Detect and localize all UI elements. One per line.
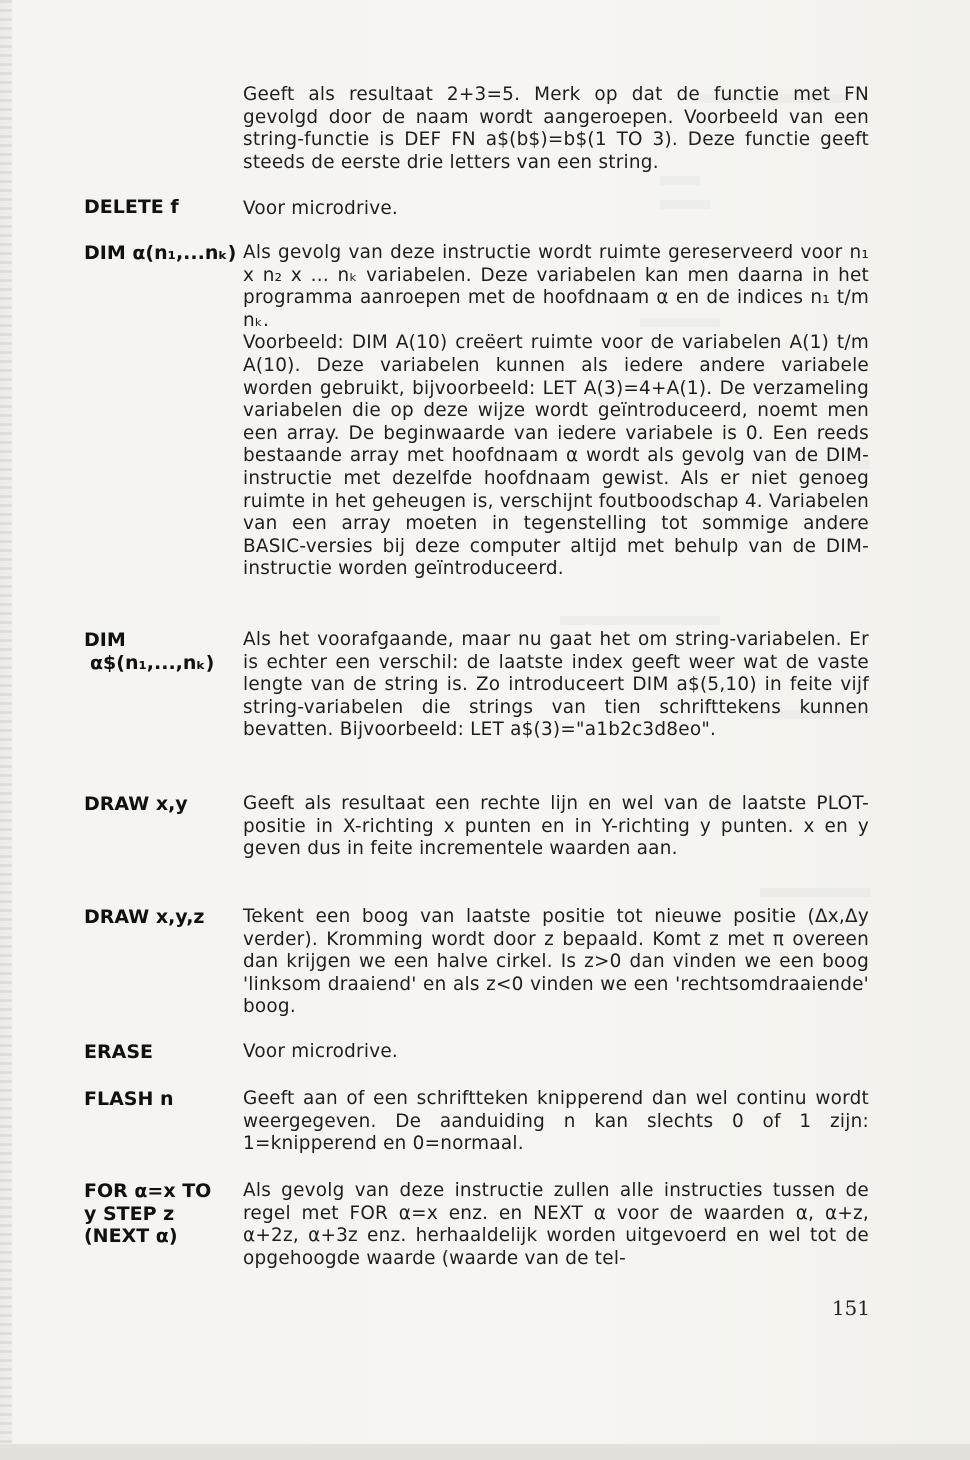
term-line: α$(n₁,...,nₖ): [90, 651, 215, 674]
description-paragraph: Voor microdrive.: [243, 1041, 398, 1062]
term-line: DRAW x,y,z: [84, 906, 205, 928]
description-paragraph: Geeft aan of een schriftteken knipperend dan wel continu wordt weergegeven. De aanduiding n kan slechts 0 of 1 zijn: 1=knipperend en 0=normaal.: [243, 1088, 869, 1155]
description-paragraph: Tekent een boog van laatste positie tot nieuwe positie (Δx,Δy verder). Kromming wordt door z bepaald. Komt z met π overeen dan krijgen we een halve cirkel. Is z>0 dan vinden we een boog 'linksom draaiend' en als z<0 vinden we een 'rechtsomdraaiende' boog.: [243, 906, 869, 1018]
description-paragraph: Geeft als resultaat 2+3=5. Merk op dat de functie met FN gevolgd door de naam wordt aangeroepen. Voorbeeld van een string-functie is DEF FN a$(b$)=b$(1 TO 3). Deze functie geeft steeds de eerste drie letters van een string.: [243, 84, 869, 173]
entry-term: [84, 629, 244, 674]
page-number: 151: [831, 1296, 870, 1320]
entry-description: [243, 1180, 869, 1270]
entry-description: [243, 629, 869, 742]
term-line: DELETE f: [84, 196, 179, 218]
term-line: DIM α(n₁,...nₖ): [84, 242, 237, 264]
entry-term: [84, 1088, 244, 1111]
entry-description: [243, 242, 869, 581]
entry-description: [243, 1041, 869, 1064]
description-paragraph: Voorbeeld: DIM A(10) creëert ruimte voor de variabelen A(1) t/m A(10). Deze variabelen kunnen als iedere andere variabele worden gebruikt, bijvoorbeeld: LET A(3)=4+A(1). De verzameling variabelen die op deze wijze wordt geïntroduceerd, noemt men een array. De beginwaarde van iedere variabele is 0. Een reeds bestaande array met hoofdnaam α wordt als gevolg van de DIM-instructie met dezelfde hoofdnaam gewist. Als er niet genoeg ruimte in het geheugen is, verschijnt foutboodschap 4. Variabelen van een array moeten in tegenstelling tot sommige andere BASIC-versies bij deze computer altijd met behulp van de DIM-instructie worden geïntroduceerd.: [243, 332, 869, 580]
term-line: FOR α=x TO: [84, 1180, 212, 1202]
entry-term: [84, 1041, 244, 1064]
description-paragraph: Geeft als resultaat een rechte lijn en wel van de laatste PLOT-positie in X-richting x punten en in Y-richting y punten. x en y geven dus in feite incrementele waarden aan.: [243, 793, 869, 860]
term-line: FLASH n: [84, 1088, 174, 1110]
term-line: (NEXT α): [84, 1225, 178, 1248]
description-paragraph: Voor microdrive.: [243, 198, 398, 219]
entry-description: [243, 84, 869, 174]
entry-description: [243, 793, 869, 861]
entry-term: [84, 242, 244, 265]
entry-term: [84, 1180, 244, 1248]
term-line: DRAW x,y: [84, 793, 188, 815]
description-paragraph: Als gevolg van deze instructie wordt ruimte gereserveerd voor n₁ x n₂ x ... nₖ variabelen. Deze variabelen kan men daarna in het programma aanroepen met de hoofdnaam α en de indices n₁ t/m nₖ.: [243, 242, 869, 331]
entry-term: [84, 196, 244, 219]
entry-term: [84, 906, 244, 929]
entry-description: [243, 198, 869, 221]
description-paragraph: Als gevolg van deze instructie zullen alle instructies tussen de regel met FOR α=x enz. en NEXT α voor de waarden α, α+z, α+2z, α+3z enz. herhaaldelijk worden uitgevoerd en wel tot de opgehoogde waarde (waarde van de tel-: [243, 1180, 869, 1269]
description-paragraph: Als het voorafgaande, maar nu gaat het om string-variabelen. Er is echter een verschil: de laatste index geeft weer wat de vaste lengte van de string is. Zo introduceert DIM a$(5,10) in feite vijf string-variabelen die strings van tien schrifttekens kunnen bevatten. Bijvoorbeeld: LET a$(3)="a1b2c3d8eo".: [243, 629, 869, 741]
entry-description: [243, 906, 869, 1019]
entry-description: [243, 1088, 869, 1156]
term-line: y STEP z: [84, 1202, 175, 1225]
term-line: DIM: [84, 629, 126, 651]
entry-term: [84, 793, 244, 816]
term-line: ERASE: [84, 1041, 153, 1063]
